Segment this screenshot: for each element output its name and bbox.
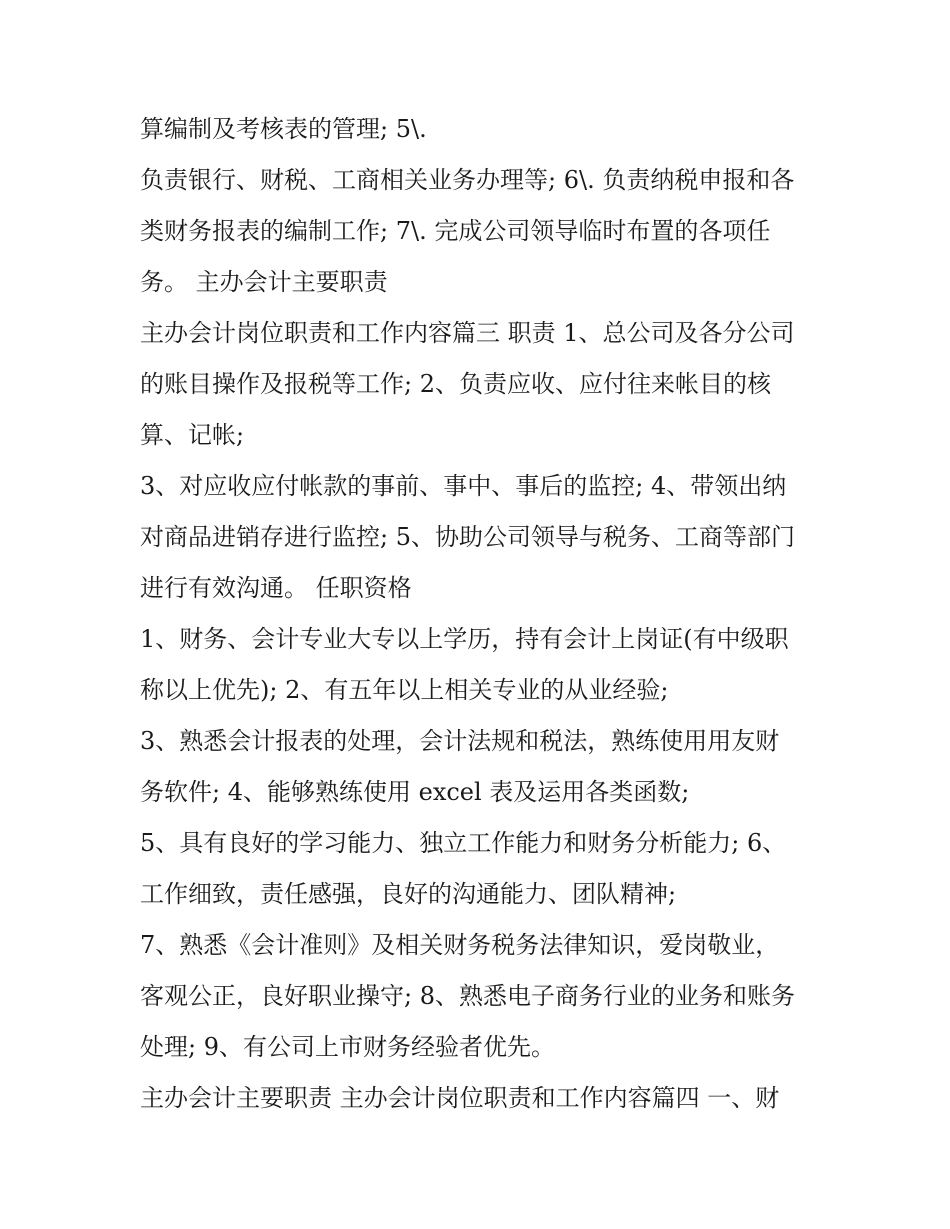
text-line: 算编制及考核表的管理; 5\.	[140, 115, 427, 143]
text-line: 进行有效沟通。 任职资格	[140, 574, 412, 602]
text-line: 的账目操作及报税等工作; 2、负责应收、应付往来帐目的核	[140, 370, 771, 398]
text-line: 主办会计主要职责 主办会计岗位职责和工作内容篇四 一、财	[140, 1084, 780, 1112]
text-line: 3、对应收应付帐款的事前、事中、事后的监控; 4、带领出纳	[140, 472, 787, 500]
text-line: 7、熟悉《会计准则》及相关财务税务法律知识，爱岗敬业，	[140, 931, 780, 959]
text-line: 称以上优先); 2、有五年以上相关专业的从业经验;	[140, 676, 669, 704]
text-line: 务。 主办会计主要职责	[140, 268, 388, 296]
text-line: 算、记帐;	[140, 421, 245, 449]
document-body	[140, 104, 820, 1124]
text-line: 客观公正，良好职业操守; 8、熟悉电子商务行业的业务和账务	[140, 982, 795, 1010]
text-line: 类财务报表的编制工作; 7\. 完成公司领导临时布置的各项任	[140, 217, 771, 245]
text-line: 3、熟悉会计报表的处理，会计法规和税法，熟练使用用友财	[140, 727, 780, 755]
text-line: 1、财务、会计专业大专以上学历，持有会计上岗证(有中级职	[140, 625, 789, 653]
text-line: 负责银行、财税、工商相关业务办理等; 6\. 负责纳税申报和各	[140, 166, 795, 194]
text-line: 工作细致，责任感强，良好的沟通能力、团队精神;	[140, 880, 677, 908]
text-line: 务软件; 4、能够熟练使用 excel 表及运用各类函数;	[140, 778, 690, 806]
text-line: 5、具有良好的学习能力、独立工作能力和财务分析能力; 6、	[140, 829, 787, 857]
text-line: 主办会计岗位职责和工作内容篇三 职责 1、总公司及各分公司	[140, 319, 795, 347]
text-line: 对商品进销存进行监控; 5、协助公司领导与税务、工商等部门	[140, 523, 795, 551]
text-line: 处理; 9、有公司上市财务经验者优先。	[140, 1033, 555, 1061]
